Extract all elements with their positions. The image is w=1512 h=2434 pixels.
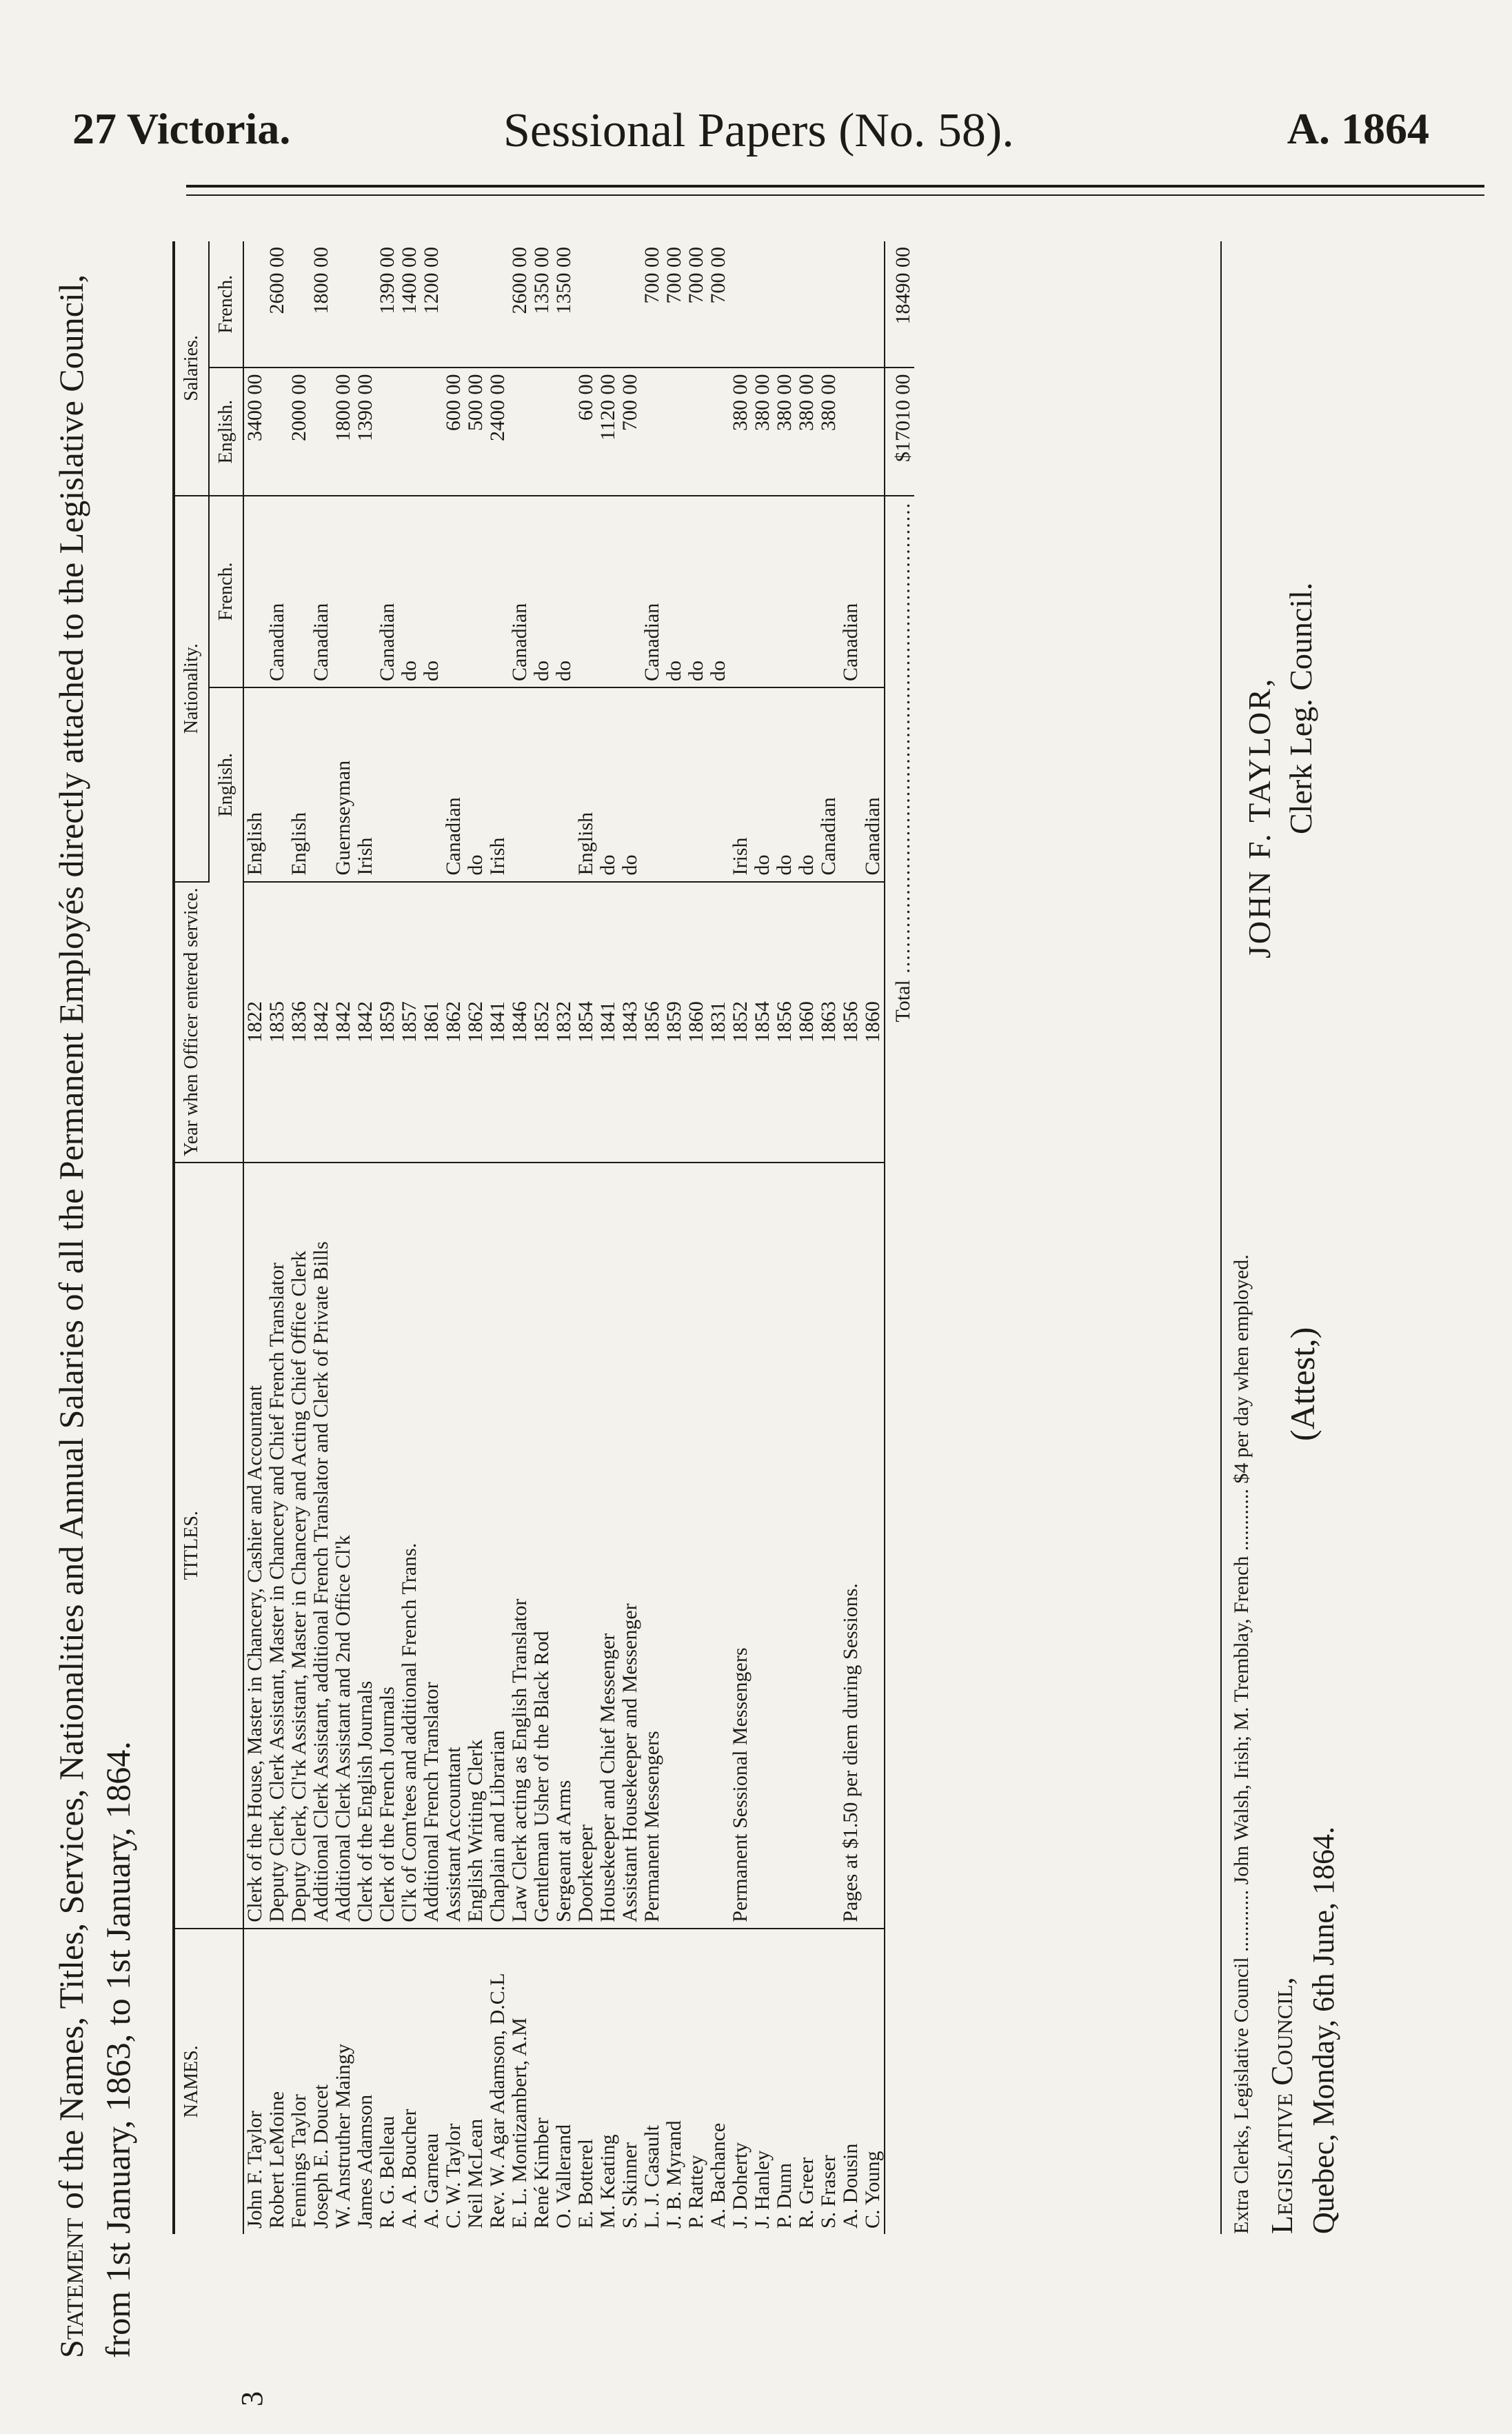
employee-table (172, 241, 914, 2234)
cell-name: E. L. Montizambert, A.M (508, 2018, 531, 2229)
cell-year: 1852 (729, 882, 752, 1163)
cell-nat-french: Canadian (266, 496, 288, 687)
cell-year: 1860 (796, 882, 818, 1163)
cell-year: 1841 (487, 882, 509, 1163)
cell-nat-french (818, 496, 840, 687)
cell-name: A. A. Boucher (398, 2109, 421, 2229)
extra-clerks-names: John Walsh, Irish; M. Tremblay, French (1230, 1556, 1253, 1885)
extra-clerks-label: Extra Clerks, Legislative Council (1230, 1957, 1253, 2234)
cell-year: 1862 (443, 882, 465, 1163)
statement-heading (48, 221, 141, 2358)
header-sessional-papers: Sessional Papers (No. 58). (503, 104, 1014, 157)
cell-year: 1857 (399, 882, 421, 1163)
cell-nat-french: Canadian (509, 496, 531, 687)
cell-title (862, 1163, 885, 1929)
cell-sal-french (243, 241, 266, 368)
cell-nat-english (266, 687, 288, 882)
cell-year: 1856 (840, 882, 862, 1163)
cell-nat-english: do (597, 687, 619, 882)
cell-nat-english (553, 687, 575, 882)
table-row (575, 241, 597, 2234)
total-french: 18490 00 (885, 241, 914, 368)
cell-title: Clerk of the French Journals (376, 1163, 399, 1929)
cell-title: Permanent Messengers (641, 1163, 663, 1929)
cell-title: Doorkeeper (575, 1163, 597, 1929)
table-row (332, 241, 354, 2234)
cell-sal-english (399, 368, 421, 495)
cell-title: Gentleman Usher of the Black Rod (531, 1163, 553, 1929)
cell-title (796, 1163, 818, 1929)
col-nat-french: French. (209, 496, 243, 687)
cell-name: R. G. Belleau (376, 2115, 399, 2229)
cell-year: 1859 (663, 882, 685, 1163)
table-row (509, 241, 531, 2234)
table-row (685, 241, 707, 2234)
table-row (376, 241, 399, 2234)
table-row (663, 241, 685, 2234)
cell-year: 1842 (310, 882, 332, 1163)
cell-year: 1856 (774, 882, 796, 1163)
cell-nat-english: do (796, 687, 818, 882)
cell-year: 1831 (707, 882, 729, 1163)
cell-nat-english (421, 687, 443, 882)
cell-title (818, 1163, 840, 1929)
cell-sal-french: 1350 00 (553, 241, 575, 368)
cell-sal-english (553, 368, 575, 495)
cell-sal-english: 380 00 (796, 368, 818, 495)
cell-year: 1841 (597, 882, 619, 1163)
cell-year: 1843 (619, 882, 641, 1163)
cell-sal-english: 1120 00 (597, 368, 619, 495)
cell-name: Rev. W. Agar Adamson, D.C.L (486, 1973, 509, 2229)
cell-nat-french (243, 496, 266, 687)
cell-nat-english: Irish (354, 687, 376, 882)
cell-nat-french (332, 496, 354, 687)
cell-nat-french: do (685, 496, 707, 687)
cell-year: 1836 (288, 882, 310, 1163)
cell-sal-english: 3400 00 (243, 368, 266, 495)
cell-name: O. Vallerand (552, 2124, 575, 2229)
cell-nat-french (443, 496, 465, 687)
cell-name: J. B. Myrand (663, 2120, 685, 2229)
cell-sal-french (487, 241, 509, 368)
cell-year: 1854 (575, 882, 597, 1163)
cell-title: Clerk of the House, Master in Chancery, Cashier and Accountant (243, 1163, 266, 1929)
cell-sal-french: 2600 00 (266, 241, 288, 368)
cell-nat-english: do (752, 687, 774, 882)
cell-sal-french (443, 241, 465, 368)
col-names: NAMES. (174, 1929, 243, 2234)
cell-name: A. Garneau (420, 2133, 443, 2229)
cell-nat-french (487, 496, 509, 687)
col-sal-french: French. (209, 241, 243, 368)
cell-sal-english (840, 368, 862, 495)
cell-nat-english (641, 687, 663, 882)
cell-sal-english (376, 368, 399, 495)
closing-date: Quebec, Monday, 6th June, 1864. (1307, 1826, 1340, 2234)
cell-sal-french (354, 241, 376, 368)
cell-title: Clerk of the English Journals (354, 1163, 376, 1929)
cell-name: R. Greer (795, 2157, 818, 2229)
cell-year: 1835 (266, 882, 288, 1163)
cell-year: 1854 (752, 882, 774, 1163)
table-row (641, 241, 663, 2234)
table-row (597, 241, 619, 2234)
cell-nat-french (729, 496, 752, 687)
cell-year: 1860 (685, 882, 707, 1163)
statement-text: of the Names, Titles, Services, Nationalities and Annual Salaries of all the Permanent Employés directly attached to the Legislative Council, from 1st January, 1863, to 1st January, 1864. (52, 274, 137, 2358)
cell-title: Sergeant at Arms (553, 1163, 575, 1929)
cell-title: Cl'k of Com'tees and additional French Trans. (399, 1163, 421, 1929)
cell-title: Assistant Accountant (443, 1163, 465, 1929)
col-year: Year when Officer entered service. (174, 882, 243, 1163)
total-english: $17010 00 (885, 368, 914, 495)
cell-name: L. J. Casault (641, 2125, 663, 2229)
cell-nat-english: Irish (487, 687, 509, 882)
cell-year: 1861 (421, 882, 443, 1163)
statement-lead: Statement (54, 2217, 90, 2358)
cell-sal-french: 1400 00 (399, 241, 421, 368)
header-rule-thin (186, 194, 1484, 196)
cell-nat-english: Canadian (862, 687, 885, 882)
table-row (399, 241, 421, 2234)
cell-sal-english (310, 368, 332, 495)
cell-name: James Adamson (354, 2094, 376, 2229)
col-titles: TITLES. (174, 1163, 243, 1929)
signatory-name: JOHN F. TAYLOR, (1242, 676, 1277, 958)
col-sal-english: English. (209, 368, 243, 495)
table-row (487, 241, 509, 2234)
cell-nat-english: English (575, 687, 597, 882)
cell-name: P. Dunn (773, 2162, 796, 2229)
extra-clerks-line: Extra Clerks, Legislative Council ............ John Walsh, Irish; M. Tremblay, French ............ $4 per day when employed. (1220, 241, 1253, 2234)
cell-sal-french: 2600 00 (509, 241, 531, 368)
cell-nat-french: do (707, 496, 729, 687)
cell-nat-english (509, 687, 531, 882)
cell-title: Permanent Sessional Messengers (729, 1163, 752, 1929)
cell-sal-french: 700 00 (685, 241, 707, 368)
cell-nat-french (288, 496, 310, 687)
cell-sal-english: 600 00 (443, 368, 465, 495)
cell-nat-french: do (421, 496, 443, 687)
cell-sal-english: 380 00 (752, 368, 774, 495)
cell-sal-french (862, 241, 885, 368)
cell-title: Deputy Clerk, Clerk Assistant, Master in Chancery and Chief French Translator (266, 1163, 288, 1929)
cell-sal-english: 380 00 (818, 368, 840, 495)
cell-title (663, 1163, 685, 1929)
cell-year: 1832 (553, 882, 575, 1163)
cell-year: 1860 (862, 882, 885, 1163)
cell-nat-french: Canadian (840, 496, 862, 687)
table-row (443, 241, 465, 2234)
table-row (266, 241, 288, 2234)
table-row (243, 241, 266, 2234)
cell-nat-english: do (465, 687, 487, 882)
cell-title (774, 1163, 796, 1929)
cell-nat-english (685, 687, 707, 882)
table-row (553, 241, 575, 2234)
cell-nat-english: Irish (729, 687, 752, 882)
cell-nat-french (575, 496, 597, 687)
cell-sal-english (509, 368, 531, 495)
table-row (796, 241, 818, 2234)
cell-sal-english: 500 00 (465, 368, 487, 495)
header-session: 27 Victoria. (72, 104, 291, 153)
table-row (310, 241, 332, 2234)
cell-sal-french: 700 00 (641, 241, 663, 368)
col-nationality: Nationality. (174, 496, 209, 882)
cell-sal-french: 1200 00 (421, 241, 443, 368)
cell-title: Housekeeper and Chief Messenger (597, 1163, 619, 1929)
cell-sal-french (796, 241, 818, 368)
cell-sal-french: 700 00 (707, 241, 729, 368)
cell-name: P. Rattey (685, 2155, 707, 2229)
cell-name: René Kimber (530, 2118, 553, 2229)
cell-nat-english (376, 687, 399, 882)
cell-sal-english (685, 368, 707, 495)
header-year: A. 1864 (1287, 104, 1429, 153)
cell-sal-english (663, 368, 685, 495)
cell-nat-french: Canadian (376, 496, 399, 687)
cell-name: S. Fraser (817, 2155, 840, 2229)
cell-name: Robert LeMoine (265, 2091, 288, 2229)
cell-nat-english (663, 687, 685, 882)
cell-title: Law Clerk acting as English Translator (509, 1163, 531, 1929)
cell-nat-french (354, 496, 376, 687)
cell-nat-english: English (288, 687, 310, 882)
cell-sal-english (707, 368, 729, 495)
cell-year: 1859 (376, 882, 399, 1163)
cell-sal-french (465, 241, 487, 368)
cell-sal-french (752, 241, 774, 368)
cell-sal-english: 380 00 (774, 368, 796, 495)
cell-nat-french: Canadian (641, 496, 663, 687)
cell-title: Additional Clerk Assistant, additional French Translator and Clerk of Private Bills (310, 1163, 332, 1929)
cell-sal-french (818, 241, 840, 368)
cell-sal-english: 700 00 (619, 368, 641, 495)
cell-year: 1863 (818, 882, 840, 1163)
cell-sal-french: 1390 00 (376, 241, 399, 368)
table-row (288, 241, 310, 2234)
table-row (818, 241, 840, 2234)
cell-sal-french: 1800 00 (310, 241, 332, 368)
cell-name: S. Skinner (618, 2142, 641, 2229)
cell-name: Joseph E. Doucet (310, 2084, 332, 2229)
cell-name: John F. Taylor (243, 2111, 266, 2229)
closing-council: Legislative Council, (1265, 1977, 1299, 2234)
cell-title: Pages at $1.50 per diem during Sessions. (840, 1163, 862, 1929)
cell-nat-english: do (619, 687, 641, 882)
table-row (531, 241, 553, 2234)
cell-name: M. Keating (596, 2134, 619, 2229)
cell-year: 1842 (354, 882, 376, 1163)
cell-title: Chaplain and Librarian (487, 1163, 509, 1929)
table-row (465, 241, 487, 2234)
cell-sal-english: 380 00 (729, 368, 752, 495)
cell-name: C. Young (861, 2151, 884, 2229)
cell-year: 1822 (243, 882, 266, 1163)
table-row (707, 241, 729, 2234)
col-salaries: Salaries. (174, 241, 209, 496)
table-row (421, 241, 443, 2234)
cell-nat-french: do (553, 496, 575, 687)
cell-name: C. W. Taylor (442, 2123, 465, 2229)
table-row (862, 241, 885, 2234)
cell-sal-french (332, 241, 354, 368)
cell-name: J. Hanley (751, 2150, 774, 2229)
rotated-page-body (48, 214, 1448, 2406)
cell-nat-french (465, 496, 487, 687)
cell-nat-french: Canadian (310, 496, 332, 687)
cell-sal-english: 2400 00 (487, 368, 509, 495)
cell-sal-english (266, 368, 288, 495)
cell-name: W. Anstruther Maingy (332, 2043, 354, 2229)
table-row (774, 241, 796, 2234)
cell-nat-english: Guernseyman (332, 687, 354, 882)
table-row (354, 241, 376, 2234)
cell-year: 1852 (531, 882, 553, 1163)
cell-sal-english (641, 368, 663, 495)
cell-name: A. Dousin (839, 2143, 862, 2229)
cell-name: J. Doherty (729, 2142, 752, 2229)
cell-title (752, 1163, 774, 1929)
cell-year: 1862 (465, 882, 487, 1163)
attest-label: (Attest,) (1283, 1327, 1322, 1441)
cell-nat-french (796, 496, 818, 687)
table-row (619, 241, 641, 2234)
col-nat-english: English. (209, 687, 243, 882)
employee-rows (243, 241, 885, 2234)
cell-sal-english (862, 368, 885, 495)
cell-nat-french (774, 496, 796, 687)
cell-nat-english: English (243, 687, 266, 882)
cell-sal-french (597, 241, 619, 368)
cell-name: Neil McLean (464, 2118, 487, 2229)
total-row (885, 241, 914, 2234)
cell-year: 1842 (332, 882, 354, 1163)
total-label: Total ..... (885, 496, 914, 2234)
cell-nat-english: Canadian (818, 687, 840, 882)
cell-sal-english: 1390 00 (354, 368, 376, 495)
cell-title (707, 1163, 729, 1929)
cell-sal-english (531, 368, 553, 495)
cell-title: Additional French Translator (421, 1163, 443, 1929)
cell-nat-french: do (531, 496, 553, 687)
table-row (840, 241, 862, 2234)
cell-nat-french (752, 496, 774, 687)
signatory-title: Clerk Leg. Council. (1283, 582, 1318, 834)
cell-nat-french (597, 496, 619, 687)
cell-sal-french (288, 241, 310, 368)
cell-title (685, 1163, 707, 1929)
extra-clerks-rate: $4 per day when employed. (1230, 1254, 1253, 1484)
table-row (729, 241, 752, 2234)
cell-sal-french: 700 00 (663, 241, 685, 368)
header-rule (186, 185, 1484, 188)
cell-nat-french: do (399, 496, 421, 687)
cell-nat-english (399, 687, 421, 882)
cell-sal-english (421, 368, 443, 495)
cell-title: Additional Clerk Assistant and 2nd Office Cl'k (332, 1163, 354, 1929)
table-row (752, 241, 774, 2234)
cell-sal-french: 1350 00 (531, 241, 553, 368)
cell-sal-french (774, 241, 796, 368)
cell-sal-french (729, 241, 752, 368)
cell-nat-english: do (774, 687, 796, 882)
cell-sal-english: 60 00 (575, 368, 597, 495)
cell-nat-english (707, 687, 729, 882)
cell-name: Fennings Taylor (288, 2094, 310, 2229)
cell-sal-french (840, 241, 862, 368)
cell-nat-english (840, 687, 862, 882)
cell-sal-english: 2000 00 (288, 368, 310, 495)
cell-sal-french (619, 241, 641, 368)
cell-sal-english: 1800 00 (332, 368, 354, 495)
cell-nat-english: Canadian (443, 687, 465, 882)
cell-nat-french (619, 496, 641, 687)
cell-title: Assistant Housekeeper and Messenger (619, 1163, 641, 1929)
page-number: 3 (235, 2391, 269, 2406)
closing-block (1262, 241, 1344, 2234)
cell-year: 1846 (509, 882, 531, 1163)
cell-name: E. Botterel (574, 2139, 597, 2229)
cell-nat-french (862, 496, 885, 687)
cell-sal-french (575, 241, 597, 368)
cell-nat-french: do (663, 496, 685, 687)
cell-title: Deputy Clerk, Cl'rk Assistant, Master in Chancery and Acting Chief Office Clerk (288, 1163, 310, 1929)
cell-nat-english (310, 687, 332, 882)
cell-title: English Writing Clerk (465, 1163, 487, 1929)
cell-year: 1856 (641, 882, 663, 1163)
cell-nat-english (531, 687, 553, 882)
cell-name: A. Bachance (707, 2122, 729, 2229)
